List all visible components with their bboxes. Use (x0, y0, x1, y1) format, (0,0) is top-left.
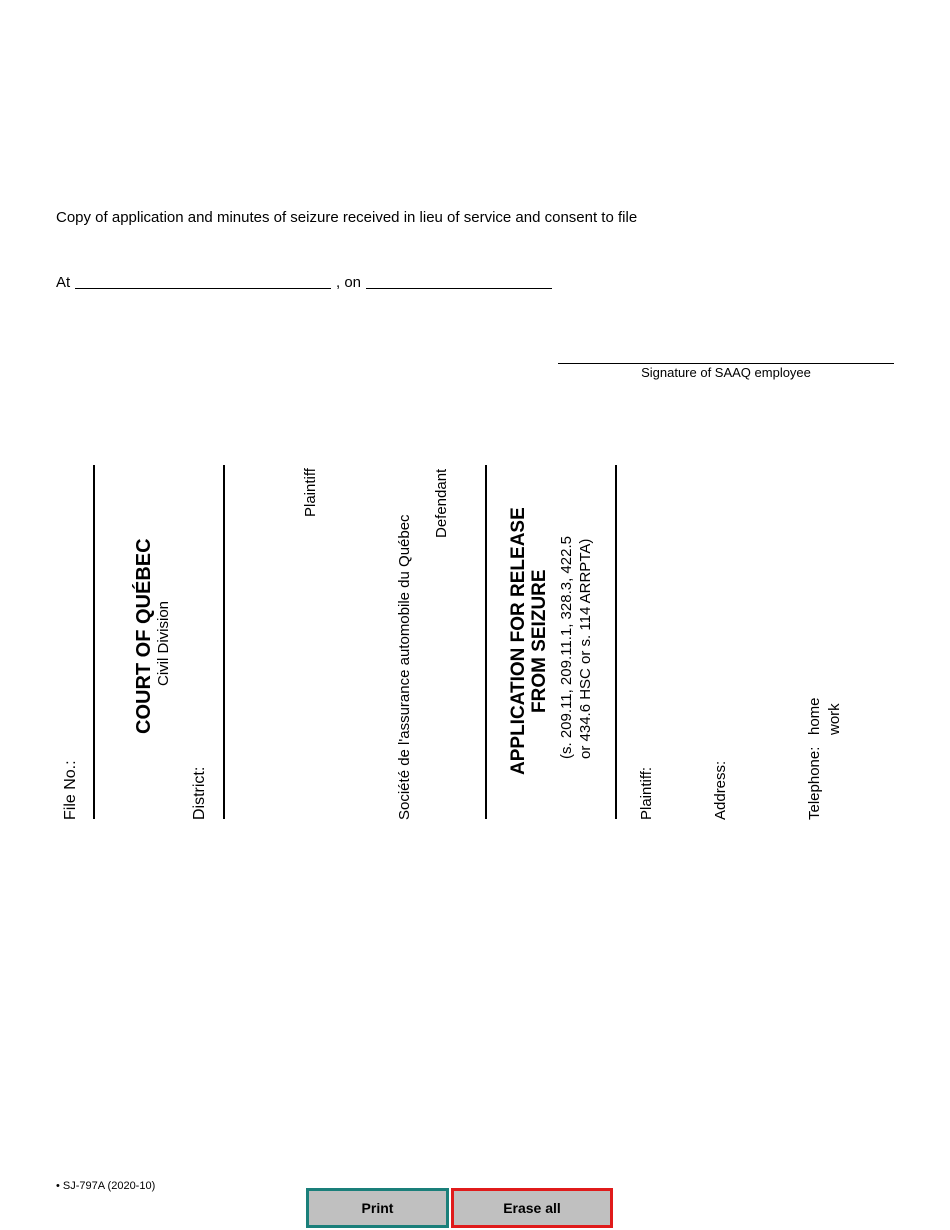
divider-2 (223, 465, 225, 819)
district-label: District: (191, 766, 208, 820)
on-label: , on (336, 274, 362, 291)
consent-text: Copy of application and minutes of seizure received in lieu of service and consent to file (56, 209, 638, 226)
application-title-line1: APPLICATION FOR RELEASE (508, 507, 529, 775)
telephone-work-label: work (826, 703, 843, 735)
erase-all-button[interactable]: Erase all (451, 1188, 613, 1228)
application-title-line2: FROM SEIZURE (529, 569, 550, 713)
defendant-name: Société de l'assurance automobile du Québec (396, 514, 413, 820)
signature-label: Signature of SAAQ employee (641, 365, 811, 380)
divider-3 (485, 465, 487, 819)
application-reference-line2: or 434.6 HSC or s. 114 ARRPTA) (577, 538, 594, 759)
application-reference-line1: (s. 209.11, 209.11.1, 328.3, 422.5 (558, 536, 575, 759)
court-division: Civil Division (155, 600, 172, 686)
divider-1 (93, 465, 95, 819)
file-no-label: File No.: (62, 760, 79, 820)
plaintiff-field-label: Plaintiff: (638, 766, 655, 820)
court-title: COURT OF QUÉBEC (133, 538, 155, 734)
telephone-field-label: Telephone: (806, 746, 823, 820)
at-label: At (56, 274, 71, 291)
plaintiff-label: Plaintiff (302, 468, 319, 517)
at-location-field[interactable] (75, 288, 331, 289)
form-code: • SJ-797A (2020-10) (56, 1180, 156, 1192)
divider-4 (615, 465, 617, 819)
telephone-home-label: home (806, 697, 823, 735)
address-field-label: Address: (712, 760, 729, 820)
print-button[interactable]: Print (306, 1188, 449, 1228)
defendant-label: Defendant (433, 468, 450, 538)
signature-line[interactable] (558, 363, 894, 364)
on-date-field[interactable] (366, 288, 552, 289)
